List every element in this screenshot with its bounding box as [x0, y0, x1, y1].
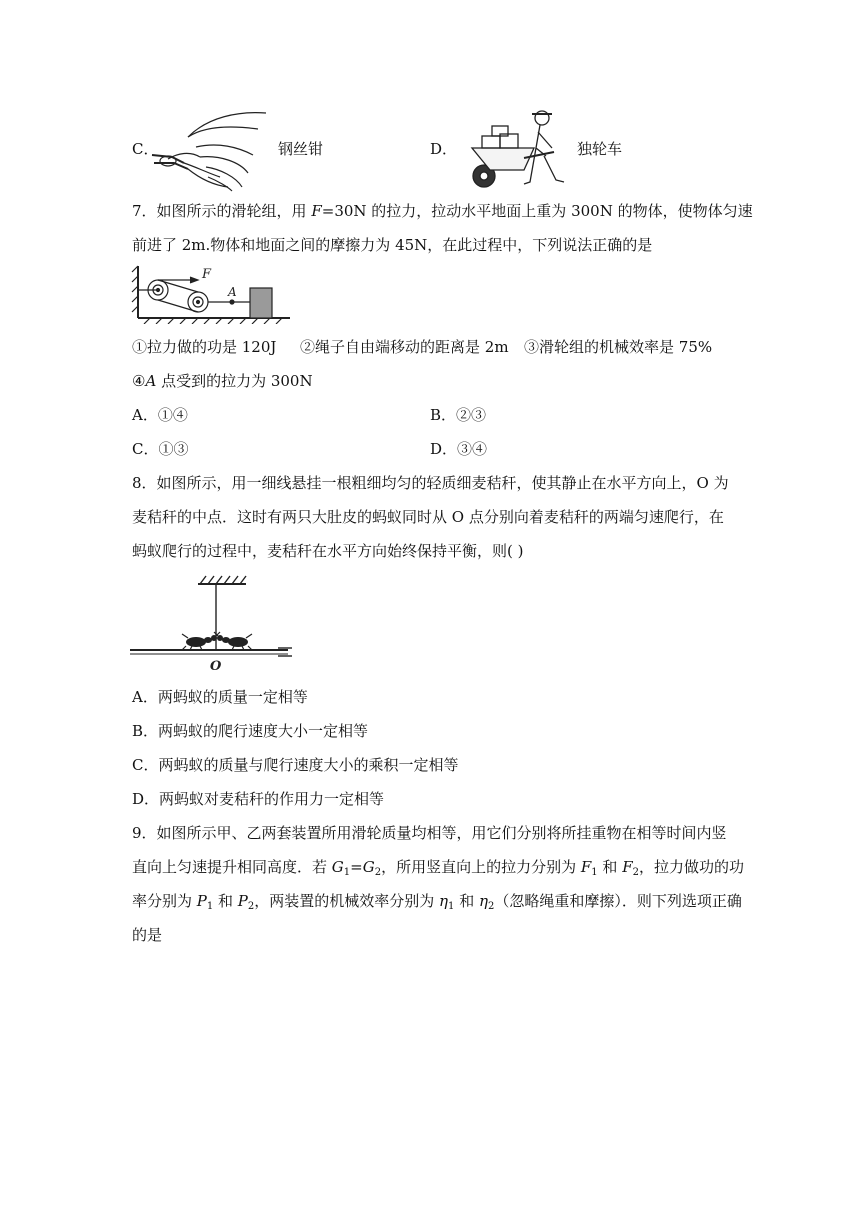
q8-stem-line-3: 蚂蚁爬行的过程中，麦秸秆在水平方向始终保持平衡，则( ) [132, 542, 524, 560]
q9-eta2: η [478, 892, 488, 910]
q7-option-c[interactable]: C．①③ [132, 440, 189, 458]
q6-option-c-caption: 钢丝钳 [278, 140, 324, 158]
q7-option-d[interactable]: D．③④ [430, 440, 488, 458]
q7-stem-text-b: =30N 的拉力，拉动水平地面上重为 300N 的物体，使物体匀速 [321, 202, 753, 220]
q9-text-a: 直向上匀速提升相同高度．若 [132, 858, 332, 876]
q9-eta1-sub: 1 [448, 901, 455, 912]
q9-and-1: 和 [597, 858, 623, 876]
q6-option-d-caption: 独轮车 [577, 140, 623, 158]
q9-f1-sub: 1 [591, 867, 598, 878]
q7-stem-text-a: 7．如图所示的滑轮组，用 [132, 202, 312, 220]
q9-p1: P [196, 892, 207, 910]
q9-text-d: 率分别为 [132, 892, 197, 910]
q9-stem-line-1: 9．如图所示甲、乙两套装置所用滑轮质量均相等，用它们分别将所挂重物在相等时间内竖 [132, 824, 727, 842]
q9-eta1: η [439, 892, 449, 910]
q9-p1-sub: 1 [206, 901, 214, 912]
q7-statement-1: ①拉力做的功是 120J [132, 338, 277, 356]
q7-statement-4-point: A [145, 372, 157, 390]
q7-statement-4 [132, 370, 313, 392]
pulley-point-a-label: A [228, 285, 237, 299]
pulley-system-figure [130, 262, 292, 324]
q7-statement-4-text: 点受到的拉力为 300N [156, 372, 313, 390]
q8-option-d[interactable]: D．两蚂蚁对麦秸秆的作用力一定相等 [132, 790, 385, 808]
fulcrum-o-label: O [210, 659, 222, 672]
q8-stem-line-1: 8．如图所示，用一细线悬挂一根粗细均匀的轻质细麦秸秆，使其静止在水平方向上，O 为 [132, 474, 729, 492]
q7-option-b[interactable]: B．②③ [430, 406, 487, 424]
straw-ants-figure [128, 574, 294, 672]
q8-option-c[interactable]: C．两蚂蚁的质量与爬行速度大小的乘积一定相等 [132, 756, 459, 774]
q9-stem-line-2 [132, 856, 744, 878]
q9-f1: F [580, 858, 592, 876]
q9-text-b: ，所用竖直向上的拉力分别为 [381, 858, 581, 876]
q8-stem-line-2: 麦秸秆的中点．这时有两只大肚皮的蚂蚁同时从 O 点分别向着麦秸秆的两端匀速爬行，在 [132, 508, 724, 526]
q9-p2: P [237, 892, 248, 910]
q9-g1: G [331, 858, 344, 876]
q9-f2: F [622, 858, 633, 876]
q9-text-f: （忽略绳重和摩擦）．则下列选项正确 [494, 892, 742, 910]
q6-option-c-label: C． [132, 140, 159, 158]
wheelbarrow-illustration [464, 108, 574, 190]
q9-g2-sub: 2 [374, 867, 382, 878]
q6-option-d-label: D． [430, 140, 458, 158]
q9-f2-sub: 2 [632, 867, 639, 878]
q9-eta2-sub: 2 [487, 901, 495, 912]
q9-g1-sub: 1 [343, 867, 351, 878]
q7-statement-4-marker: ④ [132, 372, 146, 390]
q7-stem-line-1 [132, 200, 753, 222]
pulley-force-label: F [202, 267, 212, 282]
pliers-hand-illustration [148, 107, 272, 192]
q9-and-2: 和 [213, 892, 238, 910]
q9-text-e: ，两装置的机械效率分别为 [254, 892, 440, 910]
q9-p2-sub: 2 [247, 901, 255, 912]
q8-option-a[interactable]: A．两蚂蚁的质量一定相等 [132, 688, 308, 706]
q9-and-3: 和 [454, 892, 479, 910]
q8-option-b[interactable]: B．两蚂蚁的爬行速度大小一定相等 [132, 722, 369, 740]
q7-statement-3: ③滑轮组的机械效率是 75% [524, 338, 713, 356]
q7-option-a[interactable]: A．①④ [132, 406, 188, 424]
q9-stem-line-4: 的是 [132, 926, 163, 944]
q9-stem-line-3 [132, 890, 742, 912]
q7-statement-2: ②绳子自由端移动的距离是 2m [300, 338, 509, 356]
q9-g2: G [362, 858, 375, 876]
q9-eq: = [350, 858, 363, 876]
q9-text-c: ，拉力做功的功 [639, 858, 745, 876]
q7-stem-line-2: 前进了 2m.物体和地面之间的摩擦力为 45N，在此过程中，下列说法正确的是 [132, 236, 653, 254]
q7-force-symbol: F [311, 202, 322, 220]
